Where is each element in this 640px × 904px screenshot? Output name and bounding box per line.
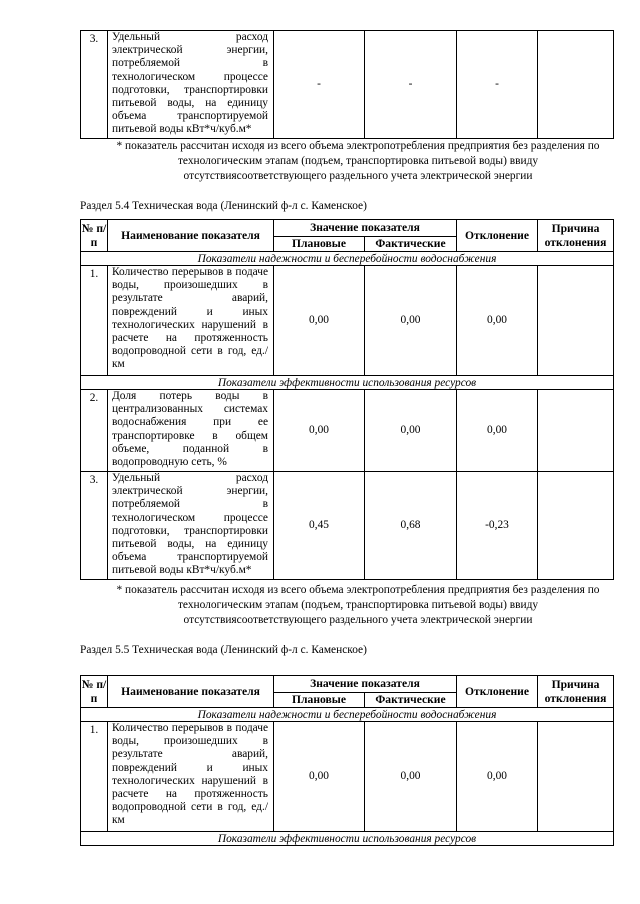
category-row — [81, 376, 614, 390]
category-row — [81, 708, 614, 722]
table-row — [81, 390, 614, 472]
col-header-value: Значение показателя — [274, 220, 457, 237]
col-header-name: Наименование показателя — [108, 220, 274, 252]
reason-value — [538, 266, 614, 376]
table-row — [81, 31, 614, 139]
footnote: * показатель рассчитан исходя из всего объема электропотребления предприятия без разделения по технологическим этапам (подъем, транспортировка питьевой воды) ввиду отсутствиясоответствующего раздельного учета электрической энергии — [116, 140, 600, 182]
table-row — [81, 266, 614, 376]
plan-value: 0,45 — [274, 472, 365, 580]
deviation-value: 0,00 — [457, 390, 538, 472]
category-row — [81, 252, 614, 266]
table-row — [81, 722, 614, 832]
fact-value: 0,00 — [365, 722, 457, 832]
indicator-name: Удельный расход электрической энергии, потребляемой в технологическом процессе подготовки, транспортировки питьевой воды, на единицу объема транспортируемой питьевой воды кВт*ч/куб.м* — [108, 31, 274, 139]
category-label: Показатели надежности и бесперебойности водоснабжения — [81, 252, 614, 266]
header-row — [81, 676, 614, 693]
col-header-reason: Причина отклонения — [538, 676, 614, 708]
col-header-deviation: Отклонение — [457, 220, 538, 252]
indicators-table — [80, 675, 614, 846]
footnote: * показатель рассчитан исходя из всего объема электропотребления предприятия без разделения по технологическим этапам (подъем, транспортировка питьевой воды) ввиду отсутствиясоответствующего раздельного учета электрической энергии — [116, 584, 600, 626]
indicator-name: Доля потерь воды в централизованных системах водоснабжения при ее транспортировке в общем объеме, поданной в водопроводную сеть, % — [108, 390, 274, 472]
plan-value: 0,00 — [274, 722, 365, 832]
table-continued — [80, 30, 614, 139]
reason-value — [538, 31, 614, 139]
row-number: 1. — [81, 266, 108, 376]
row-number: 2. — [81, 390, 108, 472]
category-label: Показатели эффективности использования ресурсов — [81, 832, 614, 846]
plan-value: 0,00 — [274, 390, 365, 472]
reason-value — [538, 722, 614, 832]
row-number: 1. — [81, 722, 108, 832]
indicator-name: Количество перерывов в подаче воды, произошедших в результате аварий, повреждений и иных технологических нарушений в расчете на протяженность водопроводной сети в год, ед./км — [108, 722, 274, 832]
col-header-reason: Причина отклонения — [538, 220, 614, 252]
table-row — [81, 472, 614, 580]
col-header-deviation: Отклонение — [457, 676, 538, 708]
fact-value: 0,00 — [365, 266, 457, 376]
reason-value — [538, 390, 614, 472]
category-label: Показатели эффективности использования ресурсов — [81, 376, 614, 390]
deviation-value: 0,00 — [457, 722, 538, 832]
deviation-value: 0,00 — [457, 266, 538, 376]
indicator-name: Удельный расход электрической энергии, потребляемой в технологическом процессе подготовки, транспортировки питьевой воды, на единицу объема транспортируемой питьевой воды кВт*ч/куб.м* — [108, 472, 274, 580]
plan-value: - — [274, 31, 365, 139]
col-header-num: № п/п — [81, 220, 108, 252]
col-header-fact: Фактические — [365, 693, 457, 708]
indicators-table — [80, 219, 614, 580]
reason-value — [538, 472, 614, 580]
header-row — [81, 220, 614, 237]
fact-value: 0,68 — [365, 472, 457, 580]
deviation-value: -0,23 — [457, 472, 538, 580]
indicator-name: Количество перерывов в подаче воды, произошедших в результате аварий, повреждений и иных технологических нарушений в расчете на протяженность водопроводной сети в год, ед./км — [108, 266, 274, 376]
col-header-plan: Плановые — [274, 237, 365, 252]
col-header-name: Наименование показателя — [108, 676, 274, 708]
fact-value: 0,00 — [365, 390, 457, 472]
fact-value: - — [365, 31, 457, 139]
col-header-num: № п/п — [81, 676, 108, 708]
row-number: 3. — [81, 31, 108, 139]
deviation-value: - — [457, 31, 538, 139]
row-number: 3. — [81, 472, 108, 580]
section-title: Раздел 5.5 Техническая вода (Ленинский ф-л с. Каменское) — [80, 644, 367, 656]
col-header-fact: Фактические — [365, 237, 457, 252]
col-header-plan: Плановые — [274, 693, 365, 708]
col-header-value: Значение показателя — [274, 676, 457, 693]
category-row — [81, 832, 614, 846]
section-title: Раздел 5.4 Техническая вода (Ленинский ф-л с. Каменское) — [80, 200, 367, 212]
plan-value: 0,00 — [274, 266, 365, 376]
category-label: Показатели надежности и бесперебойности водоснабжения — [81, 708, 614, 722]
